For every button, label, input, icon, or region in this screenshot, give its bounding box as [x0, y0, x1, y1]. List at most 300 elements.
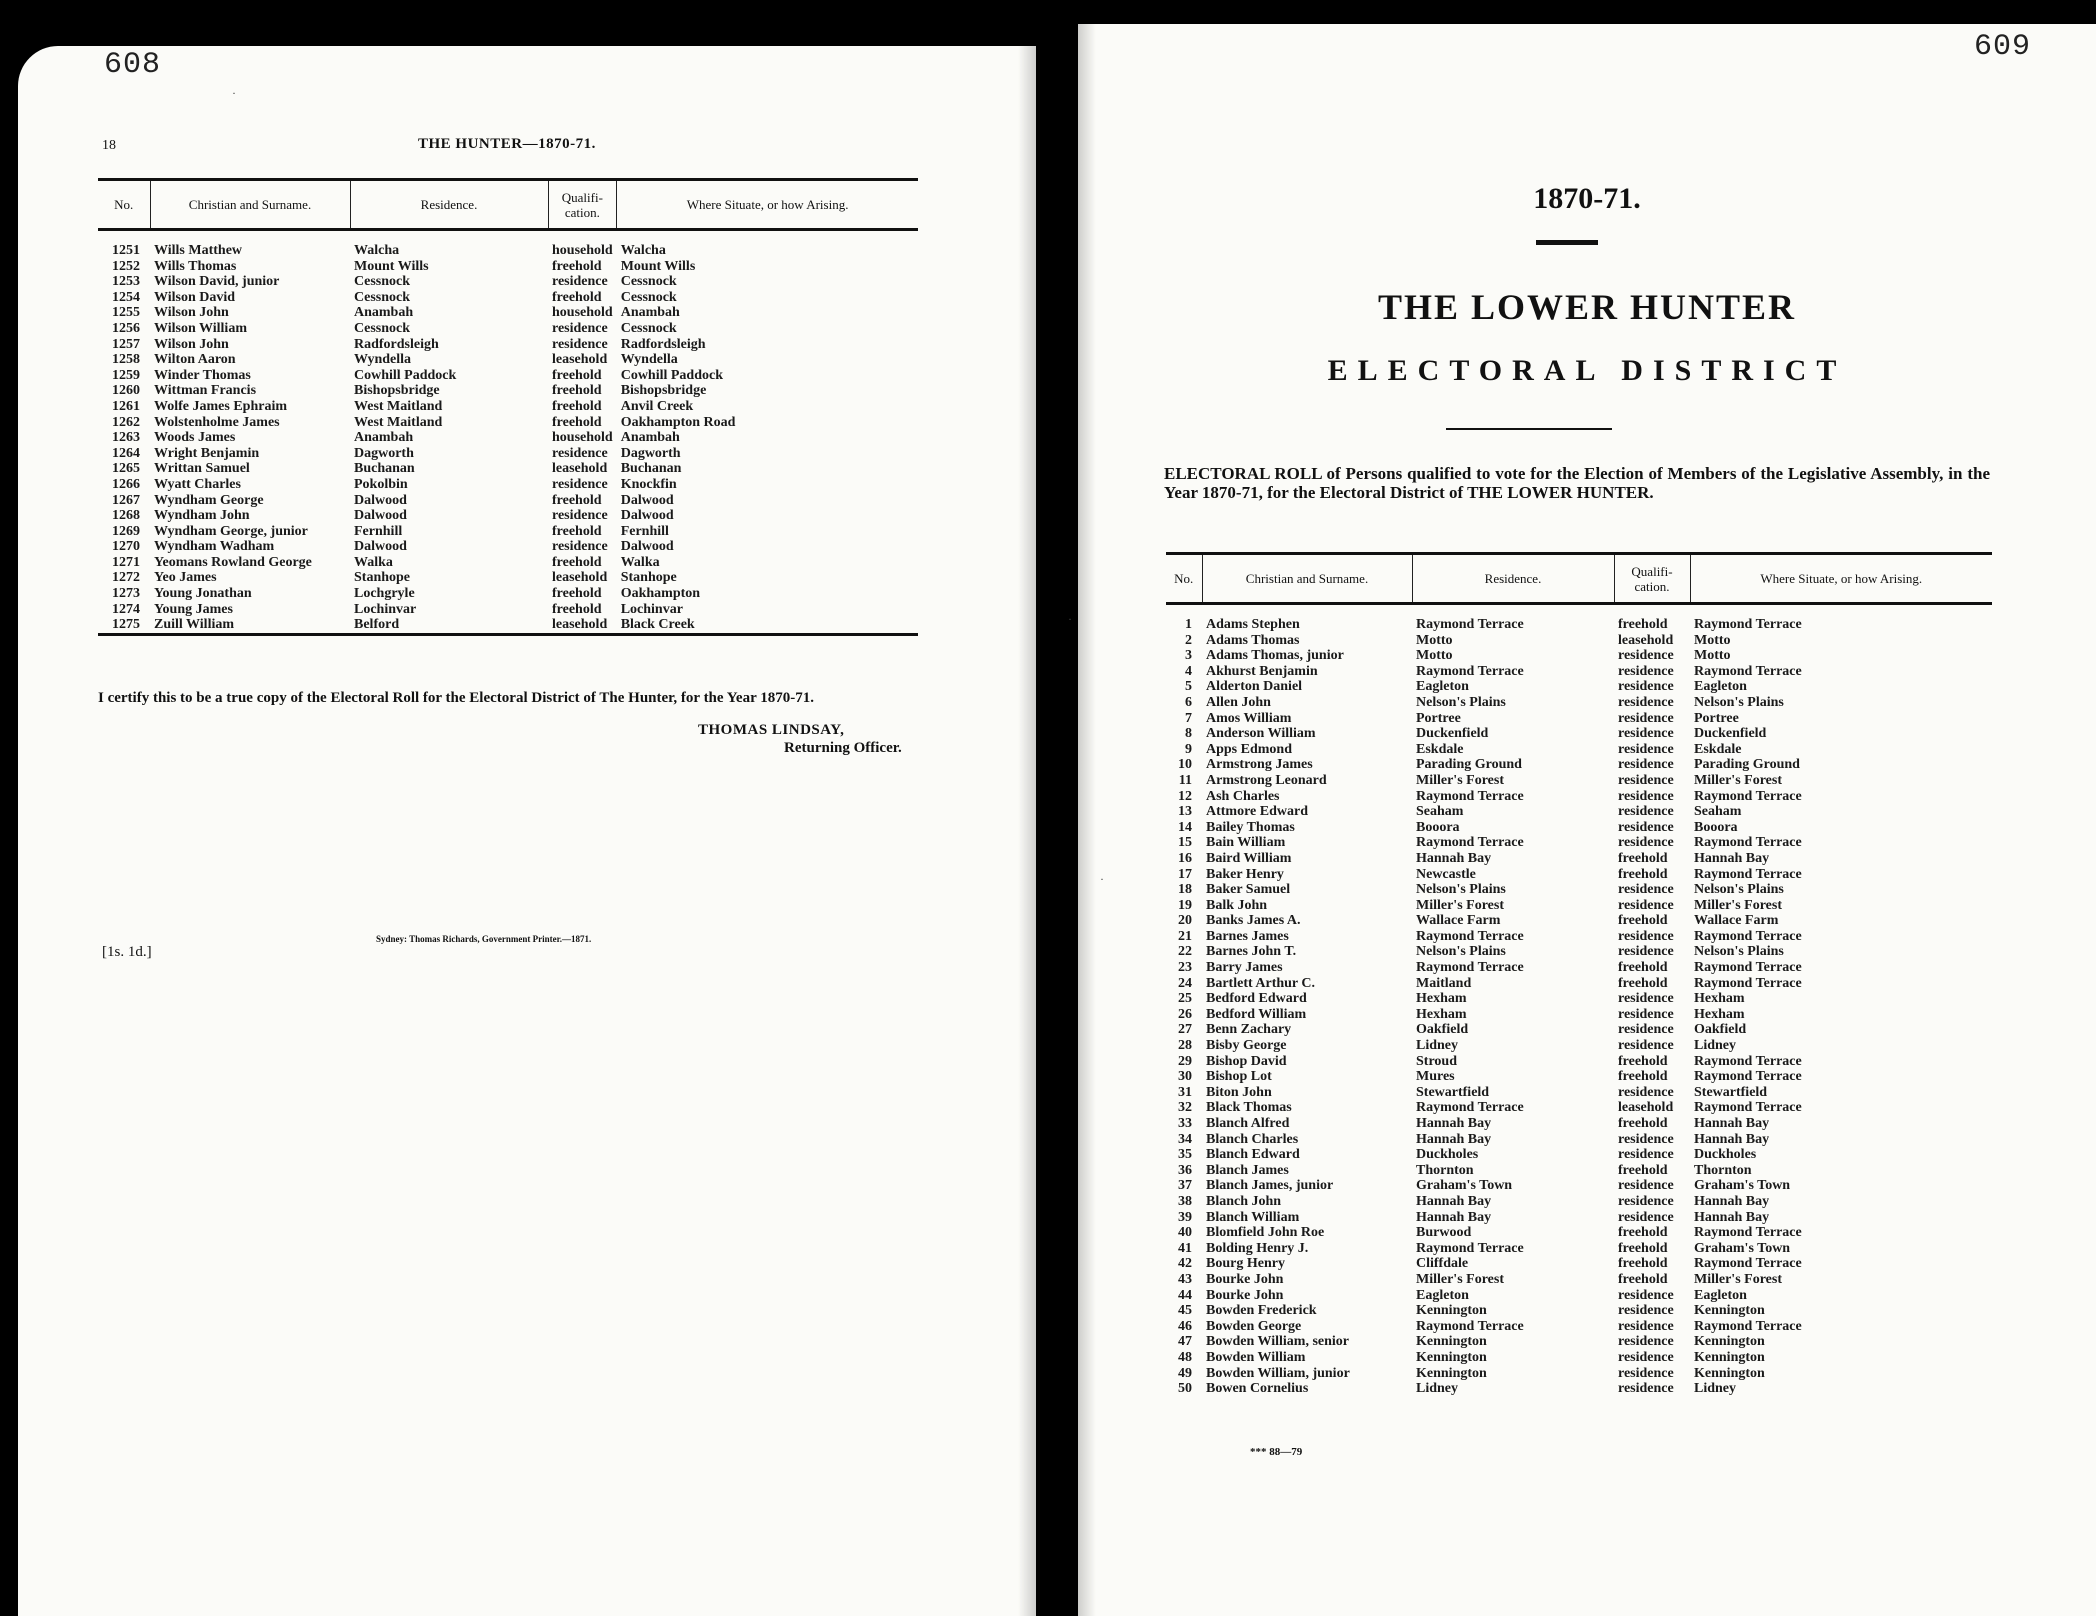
voter-qualification: residence — [1618, 991, 1674, 1007]
property-location: Duckenfield — [1694, 726, 1767, 742]
scan-number-left: 608 — [104, 48, 162, 82]
table-row — [98, 243, 918, 259]
row-number: 23 — [1178, 960, 1192, 976]
table-row — [98, 617, 918, 634]
table-row — [1166, 1334, 1992, 1350]
voter-qualification: residence — [1618, 1038, 1674, 1054]
property-location: Kennington — [1694, 1303, 1765, 1319]
property-location: Raymond Terrace — [1694, 1318, 1802, 1334]
property-location: Raymond Terrace — [1694, 928, 1802, 944]
table-row — [98, 337, 918, 353]
voter-name: Bowden Frederick — [1206, 1303, 1317, 1319]
voter-name: Adams Stephen — [1206, 617, 1300, 632]
voter-residence: Dagworth — [354, 445, 414, 461]
voter-name: Wilson William — [154, 320, 247, 336]
row-number: 1253 — [112, 274, 140, 290]
table-row — [1166, 1225, 1992, 1241]
table-row — [1166, 726, 1992, 742]
right-page — [1078, 24, 2096, 1616]
property-location: Raymond Terrace — [1694, 1100, 1802, 1116]
table-row — [98, 461, 918, 477]
voter-residence: Kennington — [1416, 1365, 1487, 1381]
table-row — [1166, 882, 1992, 898]
voter-residence: Dalwood — [354, 539, 407, 555]
voter-name: Blanch John — [1206, 1193, 1282, 1209]
voter-qualification: leasehold — [552, 461, 608, 477]
property-location: Nelson's Plains — [1694, 944, 1784, 960]
voter-residence: Kennington — [1416, 1303, 1487, 1319]
row-number: 1252 — [112, 258, 140, 274]
property-location: Thornton — [1694, 1162, 1752, 1178]
voter-name: Bisby George — [1206, 1038, 1287, 1054]
table-row — [1166, 913, 1992, 929]
row-number: 17 — [1178, 866, 1192, 882]
voter-qualification: freehold — [1618, 913, 1668, 929]
row-number: 19 — [1178, 897, 1192, 913]
table-row — [1166, 1194, 1992, 1210]
row-number: 42 — [1178, 1256, 1192, 1272]
voter-qualification: freehold — [552, 523, 602, 539]
voter-residence: Wyndella — [354, 352, 412, 368]
table-row — [1166, 820, 1992, 836]
voter-residence: Hannah Bay — [1416, 1131, 1492, 1147]
voter-residence: Eagleton — [1416, 1287, 1469, 1303]
property-location: Walka — [620, 554, 660, 570]
property-location: Raymond Terrace — [1694, 835, 1802, 851]
voter-name: Bedford William — [1206, 1006, 1307, 1022]
voter-name: Wyndham George — [154, 492, 264, 508]
left-page — [18, 46, 1036, 1616]
row-number: 1259 — [112, 367, 140, 383]
gutter-shadow-left — [1018, 46, 1036, 1616]
property-location: Raymond Terrace — [1694, 1256, 1802, 1272]
table-row — [98, 539, 918, 555]
table-row — [1166, 991, 1992, 1007]
row-number: 1270 — [112, 539, 140, 555]
voter-qualification: residence — [1618, 726, 1674, 742]
row-number: 12 — [1178, 788, 1192, 804]
row-number: 8 — [1185, 726, 1192, 742]
row-number: 29 — [1178, 1053, 1192, 1069]
table-row — [1166, 695, 1992, 711]
property-location: Nelson's Plains — [1694, 882, 1784, 898]
voter-qualification: residence — [1618, 772, 1674, 788]
voter-residence: Raymond Terrace — [1416, 1318, 1524, 1334]
property-location: Lidney — [1694, 1038, 1737, 1054]
table-row — [1166, 1381, 1992, 1397]
property-location: Hannah Bay — [1694, 1116, 1770, 1131]
row-number: 1267 — [112, 492, 140, 508]
row-number: 47 — [1178, 1334, 1192, 1350]
row-number: 41 — [1178, 1240, 1192, 1256]
voter-qualification: residence — [552, 508, 608, 524]
voter-qualification: residence — [1618, 1349, 1674, 1365]
row-number: 3 — [1185, 648, 1192, 664]
voter-residence: Raymond Terrace — [1416, 835, 1524, 851]
voter-residence: Mount Wills — [354, 258, 429, 274]
voter-residence: Raymond Terrace — [1416, 663, 1524, 679]
voter-residence: Raymond Terrace — [1416, 1100, 1524, 1116]
voter-residence: Kennington — [1416, 1349, 1487, 1365]
property-location: Seaham — [1694, 804, 1742, 820]
voter-qualification: residence — [1618, 1334, 1674, 1350]
voter-qualification: residence — [1618, 679, 1674, 695]
voter-qualification: residence — [1618, 1147, 1674, 1163]
voter-name: Wyndham Wadham — [154, 539, 275, 555]
voter-qualification: residence — [1618, 1381, 1674, 1397]
property-location: Portree — [1694, 710, 1739, 726]
voter-qualification: residence — [1618, 788, 1674, 804]
voter-qualification: freehold — [552, 383, 602, 399]
header-where: Where Situate, or how Arising. — [1760, 571, 1923, 586]
table-row — [1166, 1241, 1992, 1257]
table-row — [1166, 1256, 1992, 1272]
left-table-body — [98, 230, 918, 635]
voter-qualification: freehold — [552, 554, 602, 570]
table-row — [1166, 1007, 1992, 1023]
table-row — [1166, 804, 1992, 820]
voter-residence: Fernhill — [354, 523, 403, 539]
voter-qualification: freehold — [1618, 1053, 1668, 1069]
row-number: 27 — [1178, 1022, 1192, 1038]
voter-residence: Lochgryle — [354, 586, 415, 602]
voter-name: Black Thomas — [1206, 1100, 1292, 1116]
voter-residence: Hannah Bay — [1416, 1209, 1492, 1225]
voter-qualification: household — [552, 305, 613, 321]
row-number: 37 — [1178, 1178, 1192, 1194]
row-number: 1256 — [112, 320, 140, 336]
voter-name: Bourke John — [1206, 1271, 1284, 1287]
voter-name: Attmore Edward — [1206, 804, 1309, 820]
row-number: 1262 — [112, 414, 140, 430]
row-number: 24 — [1178, 975, 1192, 991]
row-number: 15 — [1178, 835, 1192, 851]
property-location: Hannah Bay — [1694, 850, 1770, 866]
voter-name: Wittman Francis — [154, 383, 257, 399]
row-number: 1255 — [112, 305, 140, 321]
header-where: Where Situate, or how Arising. — [686, 197, 849, 212]
voter-qualification: residence — [1618, 928, 1674, 944]
voter-name: Adams Thomas — [1206, 632, 1300, 648]
voter-residence: Seaham — [1416, 804, 1464, 820]
voter-qualification: residence — [1618, 835, 1674, 851]
voter-qualification: freehold — [1618, 1256, 1668, 1272]
voter-residence: Raymond Terrace — [1416, 788, 1524, 804]
property-location: Hexham — [1694, 991, 1745, 1007]
voter-name: Benn Zachary — [1206, 1022, 1292, 1038]
voter-name: Wyndham George, junior — [154, 523, 308, 539]
voter-name: Banks James A. — [1206, 913, 1301, 929]
rule-short — [1536, 240, 1598, 245]
property-location: Knockfin — [620, 476, 677, 492]
voter-qualification: freehold — [552, 398, 602, 414]
table-row — [98, 493, 918, 509]
table-row — [98, 305, 918, 321]
row-number: 1254 — [112, 289, 140, 305]
voter-residence: Duckholes — [1416, 1147, 1479, 1163]
row-number: 48 — [1178, 1349, 1192, 1365]
voter-qualification: residence — [1618, 1178, 1674, 1194]
voter-name: Bowden William, junior — [1206, 1365, 1350, 1381]
voter-qualification: residence — [1618, 663, 1674, 679]
table-row — [1166, 1085, 1992, 1101]
row-number: 1260 — [112, 383, 140, 399]
property-location: Miller's Forest — [1694, 1271, 1782, 1287]
row-number: 1268 — [112, 508, 140, 524]
voter-residence: Maitland — [1416, 975, 1472, 991]
property-location: Motto — [1694, 648, 1731, 664]
voter-qualification: freehold — [552, 586, 602, 602]
row-number: 26 — [1178, 1006, 1192, 1022]
voter-qualification: residence — [1618, 897, 1674, 913]
header-no: No. — [1166, 554, 1202, 604]
voter-residence: Anambah — [354, 305, 414, 321]
voter-residence: Miller's Forest — [1416, 772, 1504, 788]
property-location: Raymond Terrace — [1694, 617, 1802, 632]
signature-mark: *** 88—79 — [1250, 1446, 1303, 1458]
voter-name: Anderson William — [1206, 726, 1316, 742]
property-location: Raymond Terrace — [1694, 960, 1802, 976]
property-location: Anvil Creek — [620, 398, 694, 414]
property-location: Eagleton — [1694, 1287, 1747, 1303]
voter-residence: Stroud — [1416, 1053, 1457, 1069]
row-number: 1275 — [112, 617, 140, 633]
row-number: 45 — [1178, 1303, 1192, 1319]
district-title: THE LOWER HUNTER — [1377, 287, 1797, 327]
voter-residence: Nelson's Plains — [1416, 882, 1506, 898]
table-row — [1166, 1288, 1992, 1304]
voter-name: Blanch James — [1206, 1162, 1289, 1178]
voter-residence: Raymond Terrace — [1416, 928, 1524, 944]
table-row — [1166, 1069, 1992, 1085]
voter-qualification: residence — [1618, 648, 1674, 664]
table-row — [1166, 1319, 1992, 1335]
row-number: 18 — [1178, 882, 1192, 898]
voter-name: Biton John — [1206, 1084, 1272, 1100]
property-location: Graham's Town — [1694, 1240, 1791, 1256]
district-subtitle: ELECTORAL DISTRICT — [1327, 354, 1847, 387]
table-row — [98, 508, 918, 524]
property-location: Nelson's Plains — [1694, 694, 1784, 710]
property-location: Cowhill Paddock — [620, 367, 724, 383]
voter-residence: Hannah Bay — [1416, 850, 1492, 866]
row-number: 34 — [1178, 1131, 1192, 1147]
row-number: 2 — [1185, 632, 1192, 648]
table-row — [98, 477, 918, 493]
voter-name: Writtan Samuel — [154, 461, 250, 477]
roll-year: 1870-71. — [1533, 182, 1641, 215]
property-location: Kennington — [1694, 1365, 1765, 1381]
table-row — [1166, 1178, 1992, 1194]
voter-qualification: leasehold — [552, 352, 608, 368]
property-location: Raymond Terrace — [1694, 663, 1802, 679]
voter-residence: Hannah Bay — [1416, 1193, 1492, 1209]
rule-long — [1446, 428, 1612, 430]
voter-residence: Cessnock — [354, 274, 411, 290]
voter-residence: Newcastle — [1416, 866, 1476, 882]
header-no: No. — [98, 180, 150, 230]
right-roll-table — [1166, 552, 1992, 1397]
row-number: 31 — [1178, 1084, 1192, 1100]
property-location: Hannah Bay — [1694, 1131, 1770, 1147]
voter-qualification: residence — [1618, 741, 1674, 757]
voter-name: Blanch Edward — [1206, 1147, 1300, 1163]
voter-residence: Cowhill Paddock — [354, 367, 457, 383]
voter-residence: Motto — [1416, 632, 1453, 648]
property-location: Raymond Terrace — [1694, 1053, 1802, 1069]
row-number: 1269 — [112, 523, 140, 539]
row-number: 5 — [1185, 679, 1192, 695]
row-number: 30 — [1178, 1069, 1192, 1085]
voter-name: Wilson David, junior — [154, 274, 280, 290]
row-number: 1263 — [112, 430, 140, 446]
voter-name: Balk John — [1206, 897, 1268, 913]
voter-name: Blanch William — [1206, 1209, 1300, 1225]
table-row — [1166, 1116, 1992, 1132]
page-number: 18 — [102, 138, 116, 153]
table-row — [1166, 929, 1992, 945]
voter-residence: Walcha — [354, 243, 400, 258]
voter-residence: West Maitland — [354, 398, 443, 414]
row-number: 1274 — [112, 601, 140, 617]
voter-name: Bowden William — [1206, 1349, 1306, 1365]
voter-residence: Oakfield — [1416, 1022, 1469, 1038]
voter-qualification: residence — [1618, 1303, 1674, 1319]
voter-residence: Walka — [354, 554, 393, 570]
right-table-header — [1166, 554, 1992, 604]
voter-residence: Stewartfield — [1416, 1084, 1490, 1100]
speck: · — [1100, 872, 1104, 886]
row-number: 50 — [1178, 1381, 1192, 1397]
voter-name: Bain William — [1206, 835, 1286, 851]
row-number: 20 — [1178, 913, 1192, 929]
property-location: Parading Ground — [1694, 757, 1800, 773]
voter-name: Young James — [154, 601, 233, 617]
voter-qualification: household — [552, 243, 613, 258]
voter-name: Wolfe James Ephraim — [154, 398, 287, 414]
voter-qualification: freehold — [1618, 975, 1668, 991]
property-location: Hannah Bay — [1694, 1193, 1770, 1209]
voter-residence: Miller's Forest — [1416, 1271, 1504, 1287]
voter-residence: Cessnock — [354, 289, 411, 305]
voter-qualification: residence — [552, 445, 608, 461]
row-number: 7 — [1185, 710, 1192, 726]
voter-name: Barry James — [1206, 960, 1283, 976]
voter-name: Wilson John — [154, 305, 229, 321]
voter-residence: Graham's Town — [1416, 1178, 1513, 1194]
voter-qualification: freehold — [1618, 617, 1668, 632]
voter-qualification: residence — [1618, 1193, 1674, 1209]
voter-residence: Duckenfield — [1416, 726, 1489, 742]
voter-residence: Stanhope — [354, 570, 411, 586]
row-number: 4 — [1185, 663, 1192, 679]
property-location: Graham's Town — [1694, 1178, 1791, 1194]
voter-name: Bourke John — [1206, 1287, 1284, 1303]
voter-qualification: freehold — [1618, 1271, 1668, 1287]
property-location: Stewartfield — [1694, 1084, 1768, 1100]
property-location: Duckholes — [1694, 1147, 1757, 1163]
voter-qualification: freehold — [1618, 1162, 1668, 1178]
row-number: 49 — [1178, 1365, 1192, 1381]
row-number: 10 — [1178, 757, 1192, 773]
row-number: 1265 — [112, 461, 140, 477]
property-location: Miller's Forest — [1694, 897, 1782, 913]
voter-qualification: residence — [1618, 1365, 1674, 1381]
voter-qualification: residence — [1618, 1084, 1674, 1100]
voter-name: Bishop Lot — [1206, 1069, 1272, 1085]
header-name: Christian and Surname. — [1202, 554, 1412, 604]
table-row — [1166, 633, 1992, 649]
row-number: 22 — [1178, 944, 1192, 960]
table-row — [1166, 789, 1992, 805]
row-number: 39 — [1178, 1209, 1192, 1225]
voter-name: Blomfield John Roe — [1206, 1225, 1325, 1241]
voter-qualification: residence — [1618, 710, 1674, 726]
row-number: 36 — [1178, 1162, 1192, 1178]
property-location: Cessnock — [620, 320, 677, 336]
table-row — [98, 586, 918, 602]
voter-name: Woods James — [154, 430, 236, 446]
voter-name: Allen John — [1206, 694, 1271, 710]
property-location: Bishopsbridge — [620, 383, 707, 399]
row-number: 25 — [1178, 991, 1192, 1007]
property-location: Cessnock — [620, 274, 677, 290]
property-location: Dagworth — [620, 445, 681, 461]
voter-residence: Portree — [1416, 710, 1461, 726]
voter-residence: Cessnock — [354, 320, 411, 336]
property-location: Lochinvar — [620, 601, 683, 617]
property-location: Oakhampton Road — [620, 414, 736, 430]
intro-paragraph: ELECTORAL ROLL of Persons qualified to vote for the Election of Members of the Legislative Assembly, in the Year 1870-71, for the Electoral District of THE LOWER HUNTER. — [1164, 464, 1990, 502]
voter-name: Bartlett Arthur C. — [1206, 975, 1315, 991]
voter-name: Winder Thomas — [154, 367, 251, 383]
row-number: 46 — [1178, 1318, 1192, 1334]
table-row — [1166, 773, 1992, 789]
voter-name: Bedford Edward — [1206, 991, 1307, 1007]
voter-name: Adams Thomas, junior — [1206, 648, 1344, 664]
voter-qualification: residence — [1618, 804, 1674, 820]
voter-residence: Lidney — [1416, 1381, 1459, 1397]
voter-qualification: residence — [1618, 694, 1674, 710]
voter-name: Wilson John — [154, 336, 229, 352]
voter-qualification: freehold — [552, 258, 602, 274]
table-row — [98, 399, 918, 415]
header-residence: Residence. — [1412, 554, 1614, 604]
table-row — [98, 368, 918, 384]
voter-name: Wills Matthew — [154, 243, 243, 258]
voter-qualification: residence — [552, 320, 608, 336]
property-location: Anambah — [620, 305, 680, 321]
voter-name: Baker Henry — [1206, 866, 1284, 882]
row-number: 1 — [1185, 617, 1192, 632]
voter-qualification: freehold — [552, 601, 602, 617]
voter-qualification: freehold — [1618, 866, 1668, 882]
property-location: Wallace Farm — [1694, 913, 1779, 929]
voter-residence: Hannah Bay — [1416, 1116, 1492, 1131]
table-row — [1166, 1303, 1992, 1319]
row-number: 11 — [1178, 772, 1192, 788]
voter-residence: Dalwood — [354, 492, 407, 508]
table-row — [1166, 617, 1992, 633]
table-row — [1166, 664, 1992, 680]
property-location: Raymond Terrace — [1694, 788, 1802, 804]
voter-qualification: leasehold — [1618, 1100, 1674, 1116]
voter-residence: Kennington — [1416, 1334, 1487, 1350]
table-row — [98, 383, 918, 399]
table-row — [1166, 679, 1992, 695]
property-location: Hexham — [1694, 1006, 1745, 1022]
voter-qualification: residence — [552, 476, 608, 492]
